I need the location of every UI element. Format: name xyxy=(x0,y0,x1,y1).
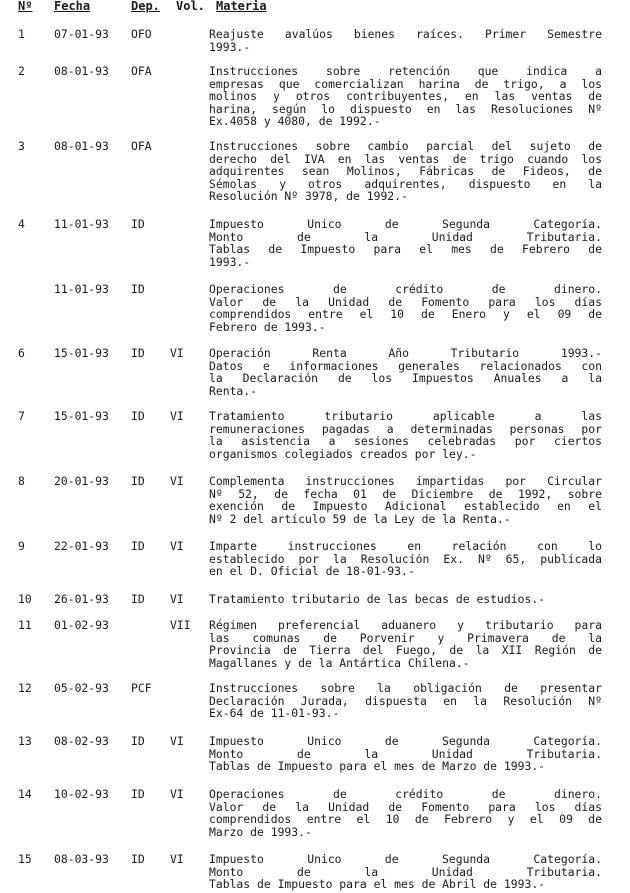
materia-line: Instrucciones sobre retención que indica a xyxy=(209,64,602,78)
row-date: 08-02-93 xyxy=(54,734,109,748)
row-department: ID xyxy=(131,592,145,606)
materia-line: 1993.- xyxy=(209,254,251,269)
row-date: 15-01-93 xyxy=(54,409,109,423)
row-volume: VI xyxy=(170,346,184,360)
row-department: OFA xyxy=(131,64,152,78)
row-materia xyxy=(209,788,602,838)
materia-line: molinos y otros contribuyentes, en las ventas de xyxy=(209,89,602,104)
materia-line: Renta.- xyxy=(209,383,258,398)
materia-line: Reajuste avalúos bienes raíces. Primer Semestre xyxy=(209,27,602,41)
row-department: OFO xyxy=(131,27,152,41)
header-vol: Vol. xyxy=(176,0,205,13)
row-number: 9 xyxy=(18,539,25,553)
row-materia xyxy=(209,593,602,606)
materia-line: en el D. Oficial de 18-01-93.- xyxy=(209,564,415,579)
row-volume: VI xyxy=(170,592,184,606)
row-materia xyxy=(209,735,602,773)
materia-line: derecho del IVA en las ventas de trigo cuando los xyxy=(209,151,602,166)
materia-line: Datos e informaciones generales relacionados con xyxy=(209,358,602,373)
row-number: 15 xyxy=(18,852,32,866)
row-materia xyxy=(209,475,602,525)
materia-line: organismos colegiados creados por ley.- xyxy=(209,446,477,461)
row-materia xyxy=(209,619,602,669)
materia-line: exención de Impuesto Adicional establecido en el xyxy=(209,499,602,514)
row-volume: VI xyxy=(170,787,184,801)
materia-line: Régimen preferencial aduanero y tributario para xyxy=(209,618,602,632)
row-number: 1 xyxy=(18,27,25,41)
row-volume: VI xyxy=(170,734,184,748)
row-date: 20-01-93 xyxy=(54,474,109,488)
row-date: 11-01-93 xyxy=(54,282,109,296)
row-volume: VII xyxy=(170,618,191,632)
row-number: 2 xyxy=(18,64,25,78)
materia-line: Instrucciones sobre cambio parcial del sujeto de xyxy=(209,139,602,153)
row-department: ID xyxy=(131,734,145,748)
materia-line: empresas que comercializan harina de trigo, a los xyxy=(209,76,602,91)
materia-line: Febrero de 1993.- xyxy=(209,319,326,334)
materia-line: Monto de la Unidad Tributaria. xyxy=(209,746,602,761)
row-volume: VI xyxy=(170,474,184,488)
row-number: 12 xyxy=(18,681,32,695)
row-number: 7 xyxy=(18,409,25,423)
materia-line: Valor de la Unidad de Fomento para los días xyxy=(209,799,602,814)
materia-line: Operaciones de crédito de dinero. xyxy=(209,282,602,296)
materia-line: Tablas de Impuesto para el mes de Marzo de 1993.- xyxy=(209,759,546,774)
materia-line: adquirentes sean Molinos, Fábricas de Fideos, de xyxy=(209,164,602,179)
row-department: ID xyxy=(131,539,145,553)
row-number: 14 xyxy=(18,787,32,801)
row-materia xyxy=(209,28,602,53)
materia-line: Magallanes y de la Antártica Chilena.- xyxy=(209,655,470,670)
row-date: 11-01-93 xyxy=(54,217,109,231)
materia-line: Impuesto Unico de Segunda Categoría. xyxy=(209,734,602,748)
header-dep: Dep. xyxy=(131,0,160,13)
row-date: 22-01-93 xyxy=(54,539,109,553)
materia-line: Nº 2 del artículo 59 de la Ley de la Renta.- xyxy=(209,511,511,526)
header-num: Nº xyxy=(18,0,33,13)
row-materia xyxy=(209,347,602,397)
row-materia xyxy=(209,410,602,460)
row-date: 10-02-93 xyxy=(54,787,109,801)
materia-line: la Declaración de los Impuestos Anuales a la xyxy=(209,371,602,386)
row-materia xyxy=(209,140,602,203)
row-number: 3 xyxy=(18,139,25,153)
materia-line: Resolución Nº 3978, de 1992.- xyxy=(209,189,408,204)
row-date: 05-02-93 xyxy=(54,681,109,695)
row-materia xyxy=(209,540,602,578)
row-department: ID xyxy=(131,217,145,231)
materia-line: Tratamiento tributario aplicable a las xyxy=(209,409,602,423)
row-number: 10 xyxy=(18,592,32,606)
materia-line: Instrucciones sobre la obligación de presentar xyxy=(209,681,602,695)
materia-line: comprendidos entre el 10 de Febrero y el 09 de xyxy=(209,812,602,827)
materia-line: Declaración Jurada, dispuesta en la Resolución Nº xyxy=(209,693,602,708)
materia-line: Operaciones de crédito de dinero. xyxy=(209,787,602,801)
row-department: ID xyxy=(131,852,145,866)
row-department: OFA xyxy=(131,139,152,153)
row-date: 08-01-93 xyxy=(54,139,109,153)
materia-line: Complementa instrucciones impartidas por Circular xyxy=(209,474,602,488)
row-department: ID xyxy=(131,282,145,296)
row-volume: VI xyxy=(170,539,184,553)
row-department: ID xyxy=(131,474,145,488)
row-department: ID xyxy=(131,787,145,801)
materia-line: Imparte instrucciones en relación con lo xyxy=(209,539,602,553)
row-number: 4 xyxy=(18,217,25,231)
row-number: 13 xyxy=(18,734,32,748)
row-date: 08-03-93 xyxy=(54,852,109,866)
row-number: 11 xyxy=(18,618,32,632)
row-date: 15-01-93 xyxy=(54,346,109,360)
header-materia: Materia xyxy=(216,0,267,13)
row-materia xyxy=(209,853,602,891)
row-date: 26-01-93 xyxy=(54,592,109,606)
materia-line: harina, según lo dispuesto en las Resoluciones Nº xyxy=(209,101,602,116)
materia-line: Tablas de Impuesto para el mes de Febrero de xyxy=(209,242,602,257)
materia-line: las comunas de Porvenir y Primavera de la xyxy=(209,630,602,645)
row-department: PCF xyxy=(131,681,152,695)
materia-line: Valor de la Unidad de Fomento para los días xyxy=(209,294,602,309)
materia-line: Impuesto Unico de Segunda Categoría. xyxy=(209,852,602,866)
materia-line: Marzo de 1993.- xyxy=(209,824,312,839)
materia-line: Ex.4058 y 4080, de 1992.- xyxy=(209,114,381,129)
materia-line: establecido por la Resolución Ex. Nº 65, publicada xyxy=(209,551,602,566)
row-materia xyxy=(209,65,602,128)
materia-line: Tablas de Impuesto para el mes de Abril de 1993.- xyxy=(209,877,546,892)
materia-line: Monto de la Unidad Tributaria. xyxy=(209,229,602,244)
materia-line: Tratamiento tributario de las becas de estudios.- xyxy=(209,592,546,606)
row-date: 08-01-93 xyxy=(54,64,109,78)
row-number: 6 xyxy=(18,346,25,360)
row-department: ID xyxy=(131,346,145,360)
header-fecha: Fecha xyxy=(54,0,91,13)
row-materia xyxy=(209,218,602,268)
materia-line: Monto de la Unidad Tributaria. xyxy=(209,864,602,879)
row-volume: VI xyxy=(170,409,184,423)
materia-line: la asistencia a sesiones celebradas por ciertos xyxy=(209,434,602,449)
row-date: 01-02-93 xyxy=(54,618,109,632)
row-volume: VI xyxy=(170,852,184,866)
row-department: ID xyxy=(131,409,145,423)
materia-line: 1993.- xyxy=(209,39,251,54)
row-number: 8 xyxy=(18,474,25,488)
materia-line: remuneraciones pagadas a determinadas personas por xyxy=(209,421,602,436)
row-materia xyxy=(209,682,602,720)
row-materia xyxy=(209,283,602,333)
materia-line: Provincia de Tierra del Fuego, de la XII Región de xyxy=(209,643,602,658)
materia-line: comprendidos entre el 10 de Enero y el 09 de xyxy=(209,307,602,322)
materia-line: Impuesto Unico de Segunda Categoría. xyxy=(209,217,602,231)
materia-line: Ex-64 de 11-01-93.- xyxy=(209,706,340,721)
row-date: 07-01-93 xyxy=(54,27,109,41)
materia-line: Sémolas y otros adquirentes, dispuesto en la xyxy=(209,176,602,191)
materia-line: Nº 52, de fecha 01 de Diciembre de 1992, sobre xyxy=(209,486,602,501)
materia-line: Operación Renta Año Tributario 1993.- xyxy=(209,346,602,360)
